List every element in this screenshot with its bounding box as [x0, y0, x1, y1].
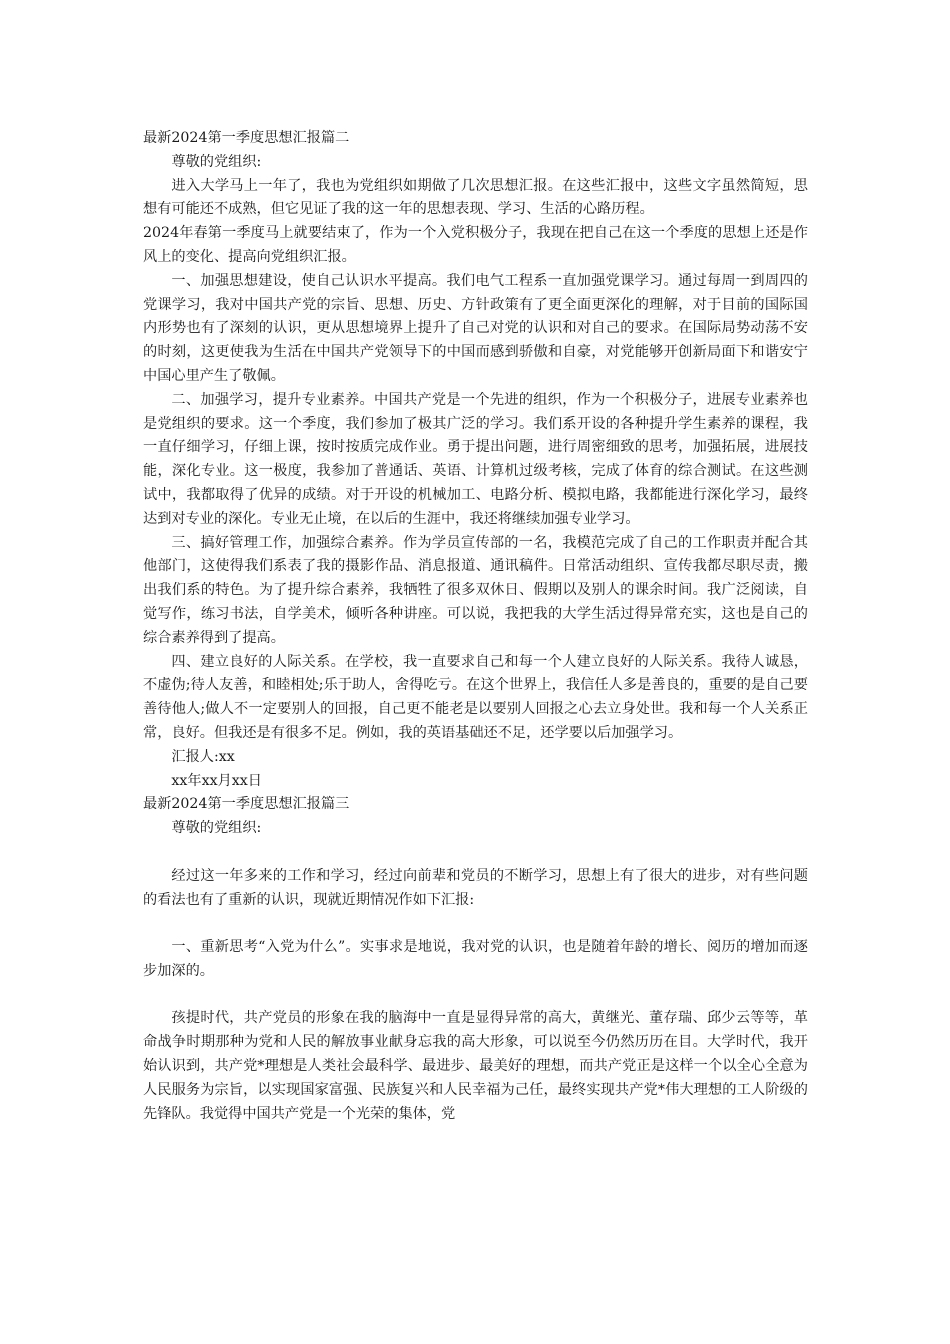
paragraph-point-one: 一、加强思想建设，使自己认识水平提高。我们电气工程系一直加强党课学习。通过每周一到周四的党课学习，我对中国共产党的宗旨、思想、历史、方针政策有了更全面更深化的理解，对于目前的国际国内形势也有了深刻的认识，更从思想境界上提升了自己对党的认识和对自己的要求。在国际局势动荡不安的时刻，这更使我为生活在中国共产党领导下的中国而感到骄傲和自豪，对党能够开创新局面下和谐安宁中国心里产生了敬佩。 — [143, 272, 808, 384]
date-line: xx年xx月xx日 — [171, 772, 262, 789]
paragraph-point-three: 三、搞好管理工作，加强综合素养。作为学员宣传部的一名，我模范完成了自己的工作职责并配合其他部门，这使得我们系表了我的摄影作品、消息报道、通讯稿件。日常活动组织、宣传我都尽职尽责，搬出我们系的特色。为了提升综合素养，我牺牲了很多双休日、假期以及别人的课余时间。我广泛阅读，自觉写作，练习书法，自学美术，倾听各种讲座。可以说，我把我的大学生活过得异常充实，这也是自己的综合素养得到了提高。 — [143, 534, 808, 646]
section-title-2: 最新2024第一季度思想汇报篇二 — [143, 130, 350, 146]
paragraph-point-four: 四、建立良好的人际关系。在学校，我一直要求自己和每一个人建立良好的人际关系。我待人诚恳，不虚伪;待人友善，和睦相处;乐于助人，舍得吃亏。在这个世界上，我信任人多是善良的，重要的是自己要善待他人;做人不一定要别人的回报，自己更不能老是以要别人回报之心去立身处世。我和每一个人关系正常，良好。但我还是有很多不足。例如，我的英语基础还不足，还学要以后加强学习。 — [143, 653, 808, 741]
paragraph-intro-3: 经过这一年多来的工作和学习，经过向前辈和党员的不断学习，思想上有了很大的进步，对有些问题的看法也有了重新的认识，现就近期情况作如下汇报: — [143, 867, 808, 908]
blank-line — [143, 841, 808, 865]
blank-line — [143, 984, 808, 1008]
paragraph-point-two: 二、加强学习，提升专业素养。中国共产党是一个先进的组织，作为一个积极分子，进展专业素养也是党组织的要求。这一个季度，我们参加了极其广泛的学习。我们系开设的各种提升学生素养的课程，我一直仔细学习，仔细上课，按时按质完成作业。勇于提出问题，进行周密细致的思考，加强拓展，进展技能，深化专业。这一极度，我参加了普通话、英语、计算机过级考核，完成了体育的综合测试。在这些测试中，我都取得了优异的成绩。对于开设的机械加工、电路分析、模拟电路，我都能进行深化学习，最终达到对专业的深化。专业无止境，在以后的生涯中，我还将继续加强专业学习。 — [143, 391, 808, 527]
salutation-2: 尊敬的党组织: — [171, 153, 262, 170]
blank-line — [143, 912, 808, 936]
paragraph-rethink: 一、重新思考“入党为什么”。实事求是地说，我对党的认识，也是随着年龄的增长、阅历的增加而逐步加深的。 — [143, 939, 808, 979]
paragraph-intro-2b: 2024年春第一季度马上就要结束了，作为一个入党积极分子，我现在把自己在这一个季度的思想上还是作风上的变化、提高向党组织汇报。 — [143, 225, 808, 265]
document-page — [143, 127, 808, 1126]
paragraph-intro-2: 进入大学马上一年了，我也为党组织如期做了几次思想汇报。在这些汇报中，这些文字虽然简短，思想有可能还不成熟，但它见证了我的这一年的思想表现、学习、生活的心路历程。 — [143, 177, 808, 218]
section-title-3: 最新2024第一季度思想汇报篇三 — [143, 796, 350, 813]
paragraph-childhood: 孩提时代，共产党员的形象在我的脑海中一直是显得异常的高大，黄继光、董存瑞、邱少云等等，革命战争时期那种为党和人民的解放事业献身忘我的高大形象，可以说至今仍然历历在目。大学时代，我开始认识到，共产党*理想是人类社会最科学、最进步、最美好的理想，而共产党正是这样一个以全心全意为人民服务为宗旨，以实现国家富强、民族复兴和人民幸福为己任，最终实现共产党*伟大理想的工人阶级的先锋队。我觉得中国共产党是一个光荣的集体，党 — [143, 1010, 808, 1122]
reporter-line: 汇报人:xx — [171, 748, 235, 765]
salutation-3: 尊敬的党组织: — [171, 820, 262, 837]
